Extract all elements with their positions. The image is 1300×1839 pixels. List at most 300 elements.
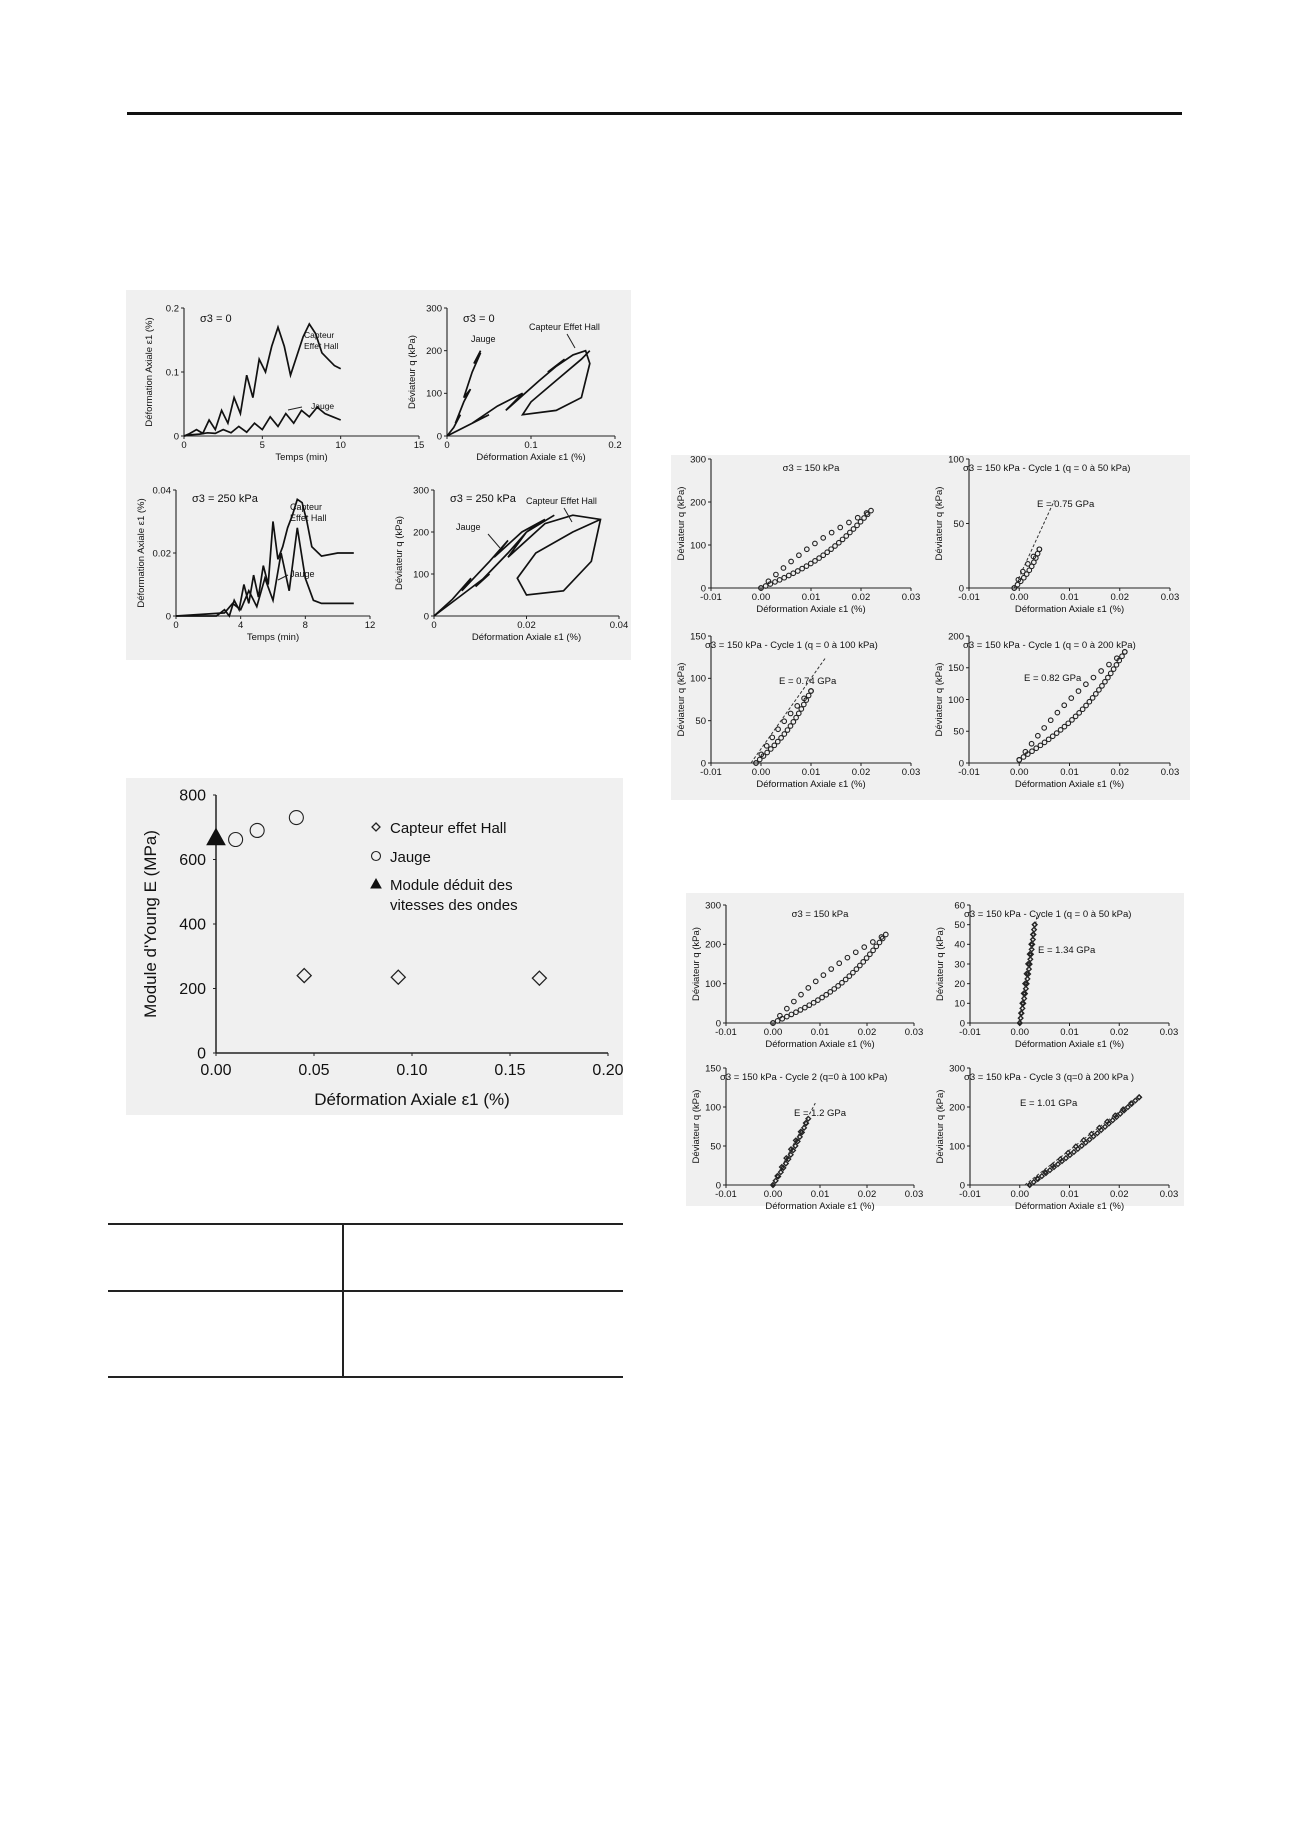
- x-tick-label: 0.00: [200, 1062, 232, 1079]
- data-point-diamond: [532, 971, 546, 985]
- x-axis-label: Déformation Axiale ε1 (%): [1014, 1201, 1125, 1212]
- label-jauge: Jauge: [471, 334, 496, 344]
- data-point: [1030, 749, 1035, 754]
- x-tick-label: 0.05: [298, 1062, 330, 1079]
- data-point: [1069, 696, 1074, 701]
- x-tick-label: 8: [302, 620, 308, 631]
- data-point: [1103, 1124, 1108, 1129]
- sigma-annotation: σ3 = 250 kPa: [450, 493, 516, 505]
- legend-label-hall: Capteur effet Hall: [390, 820, 507, 837]
- y-tick-label: 100: [705, 978, 721, 990]
- y-tick-label: 300: [413, 485, 429, 497]
- y-axis-label: Déviateur q (kPa): [934, 486, 945, 561]
- data-point: [1048, 718, 1053, 723]
- y-axis-label: Déviateur q (kPa): [394, 516, 405, 590]
- x-tick-label: 0.03: [1160, 767, 1180, 778]
- x-tick-label: 0.03: [904, 1027, 924, 1038]
- panel-title: σ3 = 150 kPa - Cycle 1 (q = 0 à 100 kPa): [705, 640, 878, 651]
- y-tick-label: 0.02: [152, 548, 171, 560]
- panel-title: σ3 = 150 kPa - Cycle 1 (q = 0 à 50 kPa): [963, 463, 1131, 474]
- data-point: [797, 553, 802, 558]
- data-point: [1038, 743, 1043, 748]
- y-axis-label: Déviateur q (kPa): [691, 927, 702, 1001]
- x-tick-label: 0.03: [1160, 592, 1180, 603]
- data-point: [785, 1014, 790, 1019]
- x-tick-label: 0.03: [904, 1189, 924, 1200]
- y-tick-label: 100: [948, 454, 964, 466]
- data-point: [1106, 675, 1111, 680]
- x-tick-label: 5: [259, 440, 265, 451]
- data-point: [799, 707, 804, 712]
- x-tick-label: 0: [444, 440, 450, 451]
- x-tick-label: 0.02: [1110, 767, 1129, 778]
- y-tick-label: 50: [953, 726, 964, 738]
- data-point: [1118, 1111, 1123, 1116]
- chart-fig-c4: [934, 631, 1179, 790]
- y-tick-label: 30: [954, 959, 965, 971]
- data-point: [1034, 746, 1039, 751]
- data-point: [1055, 710, 1060, 715]
- data-point: [789, 559, 794, 564]
- legend-marker-triangle: [371, 879, 381, 888]
- legend-marker-diamond: [372, 823, 380, 831]
- data-point: [764, 744, 769, 749]
- data-point: [782, 719, 787, 724]
- data-point: [1032, 922, 1037, 927]
- x-tick-label: -0.01: [959, 1189, 981, 1200]
- data-point: [794, 715, 799, 720]
- table-rule-bottom: [108, 1376, 623, 1378]
- y-tick-label: 0: [173, 431, 179, 443]
- x-tick-label: 0.01: [1060, 767, 1079, 778]
- data-point: [1072, 1150, 1077, 1155]
- x-tick-label: 0.01: [810, 1027, 830, 1038]
- x-tick-label: 0.01: [1060, 1027, 1079, 1038]
- x-axis-label: Déformation Axiale ε1 (%): [1014, 1039, 1125, 1050]
- x-tick-label: 0.01: [1060, 592, 1079, 603]
- data-point: [776, 727, 781, 732]
- x-tick-label: -0.01: [958, 592, 980, 603]
- data-point: [829, 967, 834, 972]
- x-axis-label: Déformation Axiale ε1 (%): [756, 604, 866, 615]
- x-tick-label: 0.03: [1159, 1027, 1179, 1038]
- y-tick-label: 0: [165, 611, 171, 623]
- y-tick-label: 60: [954, 900, 965, 912]
- y-tick-label: 100: [413, 569, 429, 581]
- data-point: [847, 520, 852, 525]
- data-point: [1062, 703, 1067, 708]
- y-axis-label: Module d'Young E (MPa): [141, 830, 160, 1018]
- data-point: [803, 1005, 808, 1010]
- x-axis-label: Déformation Axiale ε1 (%): [314, 1090, 510, 1109]
- y-tick-label: 0: [423, 611, 429, 623]
- y-tick-label: 10: [954, 998, 965, 1010]
- label-effet-hall: Effet Hall: [290, 513, 327, 523]
- x-axis-label: Déformation Axiale ε1 (%): [476, 452, 586, 463]
- y-tick-label: 0: [700, 758, 706, 770]
- data-point: [1032, 927, 1037, 932]
- chart-fig-a3: [136, 485, 375, 643]
- y-tick-label: 100: [426, 388, 442, 400]
- y-tick-label: 40: [954, 939, 965, 951]
- data-point: [1022, 996, 1027, 1001]
- x-tick-label: 4: [238, 620, 244, 631]
- leader-line: [288, 407, 302, 410]
- panel-title: σ3 = 150 kPa - Cycle 2 (q=0 à 100 kPa): [720, 1072, 888, 1083]
- y-tick-label: 0: [958, 758, 964, 770]
- data-point: [770, 735, 775, 740]
- data-point: [791, 571, 796, 576]
- chart-fig-b: [141, 788, 624, 1109]
- x-tick-label: -0.01: [700, 592, 722, 603]
- x-tick-label: 0.15: [494, 1062, 526, 1079]
- leader-line: [567, 334, 575, 348]
- x-tick-label: 0.02: [1110, 1027, 1129, 1038]
- x-tick-label: 0.04: [609, 620, 629, 631]
- x-axis-label: Temps (min): [275, 452, 328, 463]
- x-tick-label: 0.20: [592, 1062, 624, 1079]
- y-axis-label: Déviateur q (kPa): [407, 335, 418, 409]
- table-frame: [108, 1223, 623, 1378]
- data-point-circle: [229, 833, 243, 847]
- y-tick-label: 150: [690, 631, 706, 643]
- data-point: [1064, 1156, 1069, 1161]
- y-tick-label: 800: [179, 787, 206, 805]
- modulus-annotation: E = 1.34 GPa: [1038, 945, 1096, 956]
- data-point: [1079, 1144, 1084, 1149]
- y-axis-label: Déformation Axiale ε1 (%): [144, 317, 155, 427]
- x-tick-label: 0.02: [857, 1027, 877, 1038]
- figure-b: [126, 778, 623, 1115]
- x-tick-label: 0.03: [901, 767, 921, 778]
- x-tick-label: 0.01: [801, 767, 821, 778]
- data-point: [1107, 662, 1112, 667]
- x-tick-label: 0.00: [751, 592, 771, 603]
- y-tick-label: 0: [959, 1018, 965, 1030]
- data-point: [855, 515, 860, 520]
- y-tick-label: 20: [954, 978, 965, 990]
- y-tick-label: 400: [179, 916, 206, 934]
- chart-fig-d4: [935, 1063, 1178, 1212]
- data-point: [786, 573, 791, 578]
- y-tick-label: 200: [949, 1102, 965, 1114]
- x-tick-label: 0.1: [524, 440, 538, 451]
- label-capteur: Capteur: [304, 330, 335, 340]
- data-point: [1099, 669, 1104, 674]
- data-point: [1114, 663, 1119, 668]
- y-tick-label: 200: [705, 939, 721, 951]
- y-tick-label: 200: [426, 345, 442, 357]
- data-point: [796, 711, 801, 716]
- panel-title: σ3 = 150 kPa - Cycle 3 (q=0 à 200 kPa ): [964, 1072, 1135, 1083]
- x-tick-label: 0.00: [751, 767, 771, 778]
- x-tick-label: 15: [413, 440, 425, 451]
- data-point: [802, 702, 807, 707]
- label-capteur: Capteur: [290, 502, 323, 512]
- x-tick-label: -0.01: [700, 767, 722, 778]
- y-axis-label: Déviateur q (kPa): [691, 1089, 702, 1164]
- data-point: [774, 572, 779, 577]
- legend-label-module: Module déduit des: [390, 877, 513, 894]
- y-tick-label: 200: [690, 497, 706, 509]
- header-rule: [127, 112, 1182, 115]
- data-point: [1103, 679, 1108, 684]
- y-axis-label: Déviateur q (kPa): [676, 486, 687, 561]
- y-axis-label: Déviateur q (kPa): [934, 662, 945, 737]
- sigma-annotation: σ3 = 0: [463, 313, 495, 325]
- y-tick-label: 0: [715, 1018, 721, 1030]
- data-point: [1095, 1131, 1100, 1136]
- data-point: [794, 1010, 799, 1015]
- y-tick-label: 300: [705, 900, 721, 912]
- data-point: [800, 566, 805, 571]
- label-effet-hall: Effet Hall: [304, 341, 339, 351]
- y-axis-label: Déformation Axiale ε1 (%): [136, 498, 147, 608]
- chart-fig-d2: [935, 900, 1178, 1050]
- table-rule-top: [108, 1223, 623, 1225]
- x-tick-label: 0.00: [1010, 1189, 1029, 1200]
- x-tick-label: 0.00: [763, 1027, 783, 1038]
- data-point: [853, 950, 858, 955]
- data-point: [799, 992, 804, 997]
- modulus-annotation: E = 0.82 GPa: [1024, 673, 1082, 684]
- x-tick-label: 0.02: [517, 620, 536, 631]
- data-point: [806, 986, 811, 991]
- data-point: [1087, 1137, 1092, 1142]
- label-capteur-effet-hall: Capteur Effet Hall: [526, 496, 597, 506]
- x-axis-label: Déformation Axiale ε1 (%): [765, 1039, 875, 1050]
- data-point: [809, 689, 814, 694]
- data-point: [1027, 967, 1032, 972]
- data-point: [871, 940, 876, 945]
- fit-line: [751, 657, 826, 763]
- x-tick-label: 0.03: [1159, 1189, 1179, 1200]
- x-tick-label: 0.03: [901, 592, 921, 603]
- label-jauge: Jauge: [456, 522, 481, 532]
- data-point: [829, 530, 834, 535]
- data-point: [777, 578, 782, 583]
- chart-fig-d1: [691, 900, 923, 1050]
- y-tick-label: 600: [179, 852, 206, 870]
- x-axis-label: Temps (min): [246, 632, 300, 643]
- x-axis-label: Déformation Axiale ε1 (%): [1014, 604, 1125, 615]
- data-point: [782, 575, 787, 580]
- chart-fig-a4: [394, 485, 628, 643]
- table-rule-mid: [108, 1290, 623, 1292]
- data-point: [1037, 547, 1042, 552]
- y-tick-label: 0: [715, 1180, 721, 1192]
- data-point: [805, 547, 810, 552]
- panel-title: σ3 = 150 kPa: [791, 909, 849, 920]
- x-axis-label: Déformation Axiale ε1 (%): [471, 632, 582, 643]
- data-point: [1036, 733, 1041, 738]
- x-tick-label: 0: [431, 620, 437, 631]
- x-tick-label: -0.01: [958, 767, 980, 778]
- y-tick-label: 100: [690, 540, 706, 552]
- sigma-annotation: σ3 = 0: [200, 313, 232, 325]
- data-point: [1056, 1162, 1061, 1167]
- data-point: [1042, 740, 1047, 745]
- modulus-annotation: E = 0.75 GPa: [1037, 499, 1095, 510]
- data-point: [821, 973, 826, 978]
- chart-fig-c1: [676, 454, 920, 615]
- y-tick-label: 150: [705, 1063, 721, 1075]
- series-line-hall: [176, 499, 354, 616]
- data-point: [798, 1008, 803, 1013]
- data-point: [864, 511, 869, 516]
- x-tick-label: 0.02: [1110, 1189, 1129, 1200]
- modulus-annotation: E = 0.74 GPa: [779, 676, 837, 687]
- chart-fig-a1: [144, 303, 424, 463]
- data-point: [1042, 726, 1047, 731]
- y-tick-label: 0.04: [152, 485, 171, 497]
- data-point: [1018, 1016, 1023, 1021]
- data-point: [1026, 562, 1031, 567]
- x-tick-label: -0.01: [715, 1027, 737, 1038]
- data-point: [1048, 1168, 1053, 1173]
- y-axis-label: Déviateur q (kPa): [676, 662, 687, 737]
- data-point: [806, 693, 811, 698]
- legend-label-jauge: Jauge: [390, 849, 431, 866]
- figure-c: [671, 455, 1190, 800]
- data-point: [1020, 1006, 1025, 1011]
- x-tick-label: 0: [173, 620, 179, 631]
- data-point: [795, 569, 800, 574]
- data-point: [1076, 689, 1081, 694]
- data-point: [1031, 1180, 1036, 1185]
- y-tick-label: 0: [197, 1045, 206, 1063]
- y-tick-label: 50: [953, 518, 964, 530]
- x-axis-label: Déformation Axiale ε1 (%): [765, 1201, 875, 1212]
- y-tick-label: 0: [958, 583, 964, 595]
- data-point: [1110, 1118, 1115, 1123]
- y-axis-label: Déviateur q (kPa): [935, 1089, 946, 1164]
- data-point: [795, 704, 800, 709]
- series-line-jauge: [447, 351, 481, 436]
- fit-line: [1014, 500, 1054, 588]
- data-point-diamond: [391, 970, 405, 984]
- y-tick-label: 100: [690, 673, 706, 685]
- y-tick-label: 0.2: [165, 303, 179, 315]
- x-tick-label: 10: [335, 440, 346, 451]
- leader-line: [488, 534, 500, 548]
- x-axis-label: Déformation Axiale ε1 (%): [1014, 779, 1125, 790]
- modulus-annotation: E = 1.2 GPa: [794, 1108, 847, 1119]
- y-tick-label: 300: [426, 303, 442, 315]
- data-point: [845, 955, 850, 960]
- y-tick-label: 300: [690, 454, 706, 466]
- series-line-jauge: [434, 515, 554, 616]
- label-capteur-effet-hall: Capteur Effet Hall: [529, 322, 600, 332]
- y-tick-label: 100: [949, 1141, 965, 1153]
- data-point: [788, 711, 793, 716]
- y-tick-label: 200: [948, 631, 964, 643]
- y-tick-label: 0.1: [165, 367, 179, 379]
- chart-fig-c3: [676, 631, 920, 790]
- y-tick-label: 0: [436, 431, 442, 443]
- data-point: [862, 945, 867, 950]
- data-point: [1126, 1105, 1131, 1110]
- x-tick-label: 0.10: [396, 1062, 428, 1079]
- y-tick-label: 0: [700, 583, 706, 595]
- y-tick-label: 150: [948, 663, 964, 675]
- table-divider: [342, 1223, 344, 1378]
- y-tick-label: 50: [695, 715, 706, 727]
- y-tick-label: 300: [949, 1063, 965, 1075]
- data-point: [1091, 675, 1096, 680]
- chart-fig-d3: [691, 1063, 923, 1212]
- legend-label-vitesses: vitesses des ondes: [390, 897, 518, 914]
- figure-d: [686, 893, 1184, 1212]
- x-tick-label: 0.01: [810, 1189, 830, 1200]
- data-point: [1029, 741, 1034, 746]
- y-tick-label: 200: [179, 981, 206, 999]
- data-point: [869, 508, 874, 513]
- data-point: [1111, 667, 1116, 672]
- data-point-circle: [250, 823, 264, 837]
- data-point: [838, 525, 843, 530]
- x-tick-label: -0.01: [959, 1027, 981, 1038]
- data-point-triangle: [207, 829, 225, 845]
- data-point: [792, 999, 797, 1004]
- x-tick-label: 0.02: [851, 592, 871, 603]
- y-tick-label: 50: [710, 1141, 721, 1153]
- x-tick-label: 0.00: [1010, 767, 1029, 778]
- y-axis-label: Déviateur q (kPa): [935, 927, 946, 1001]
- x-tick-label: 0.01: [1060, 1189, 1079, 1200]
- data-point: [785, 1006, 790, 1011]
- panel-title: σ3 = 150 kPa: [782, 463, 840, 474]
- data-point: [1021, 755, 1026, 760]
- data-point: [1025, 977, 1030, 982]
- data-point: [837, 961, 842, 966]
- data-point: [791, 720, 796, 725]
- x-tick-label: 0.00: [1010, 1027, 1029, 1038]
- y-tick-label: 200: [413, 527, 429, 539]
- legend-marker-circle: [372, 852, 381, 861]
- data-point: [1084, 682, 1089, 687]
- label-jauge: Jauge: [290, 569, 315, 579]
- data-point: [884, 932, 889, 937]
- data-point: [1058, 1157, 1063, 1162]
- data-point: [813, 979, 818, 984]
- x-tick-label: 0.01: [801, 592, 821, 603]
- data-point: [789, 1012, 794, 1017]
- sigma-annotation: σ3 = 250 kPa: [192, 493, 258, 505]
- x-tick-label: 0.00: [1010, 592, 1029, 603]
- x-tick-label: 0.02: [1110, 592, 1129, 603]
- x-tick-label: 0.00: [763, 1189, 783, 1200]
- figure-a: [126, 290, 631, 660]
- data-point: [807, 1003, 812, 1008]
- data-point: [781, 566, 786, 571]
- chart-fig-c2: [934, 454, 1179, 615]
- data-point: [1024, 986, 1029, 991]
- x-tick-label: 12: [364, 620, 376, 631]
- data-point: [773, 580, 778, 585]
- data-point: [821, 536, 826, 541]
- label-jauge: Jauge: [311, 401, 335, 411]
- y-tick-label: 50: [954, 919, 965, 931]
- modulus-annotation: E = 1.01 GPa: [1020, 1098, 1078, 1109]
- data-point: [813, 541, 818, 546]
- data-point: [1017, 758, 1022, 763]
- data-point: [1108, 671, 1113, 676]
- x-tick-label: 0.2: [608, 440, 622, 451]
- panel-title: σ3 = 150 kPa - Cycle 1 (q = 0 à 50 kPa): [964, 909, 1132, 920]
- x-tick-label: 0.02: [857, 1189, 877, 1200]
- y-tick-label: 100: [705, 1102, 721, 1114]
